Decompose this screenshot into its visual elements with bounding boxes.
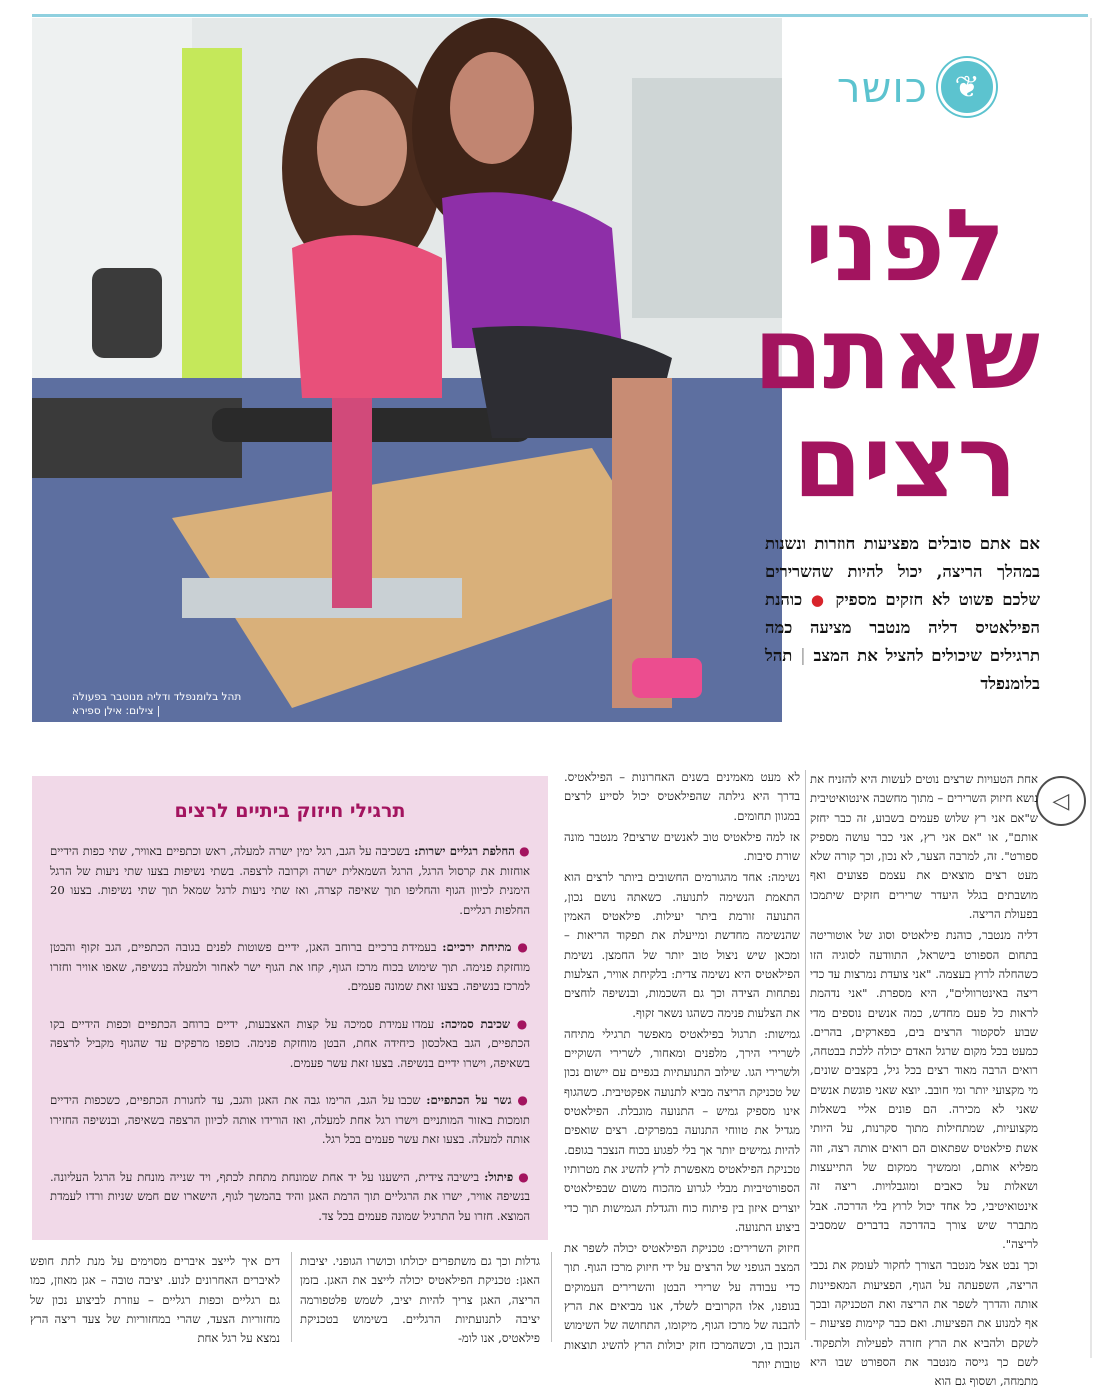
headline — [753, 187, 1040, 520]
article-column-3 — [300, 1252, 540, 1344]
bullet-icon: ● — [511, 1093, 530, 1107]
section-label: כושר — [836, 62, 928, 112]
sidebar-title: תרגילי חיזוק ביתיים לרצים — [174, 800, 406, 822]
photo-illustration — [32, 18, 782, 722]
column-divider — [551, 1252, 552, 1342]
exercise-text: עמדו עמידת סמיכה על קצות האצבעות, ידיים ברוחב הכתפיים וכפות הידיים בקו הכתפיים, הגב באלכסון כיחידה אחת, הבטן מוחזקת פנימה. כופפו מרפקים עד שהגוף מקביל לרצפה בשאיפה, וישרו ידיים בנשיפה. בצעו זאת עשר פעמים. — [50, 1016, 530, 1070]
col1-paragraph: דליה מנטבר, כוהנת פילאטיס וסוג של אוטוריטה בתחום הספורט בישראל, התוודעה לסוגיה הזו כשהחלה לרוץ בעצמה. "אני צועדת נמרצות עד כדי ריצה באינטרוולים", היא מספרת. "אני נדהמת לראות כל פעם מחדש, כמה אנשים נוספים מדי שבוע לסקטור הרצים בים, בפארקים, בהרים. כמעט בכל מקום שרגל האדם יכולה ללכת בבטחה, רואים הרבה מאוד רצים בכל גיל, בקצבים שונים, מי מקצועי יותר ומי חובב. יוצא שאני פוגשת אנשים שאני לא מכירה. הם פונים אליי בשאלות מקצועיות, שמתחילות מתוך סקרנות, על היותי אשת פילאטיס שפתאום הם רואים אותה רצה, וזה מפליא אותם, וממשיך ממקום של התייעצות ושאלות על כאבים ומוגבלויות. ריצה זה אינטואיטיבי, כל אחד יכול לרוץ בלי הדרכה. אבל מתברר שיש צורך בהדרכה בדברים שמסביב לריצה". — [810, 928, 1038, 1252]
exercise-item — [50, 1168, 530, 1227]
exercises-sidebar — [32, 776, 548, 1240]
exercise-text: בישיבה צידית, הישענו על יד אחת שמונחת מתחת לכתף, ויד שנייה מונחת על הרגל העליונה. בנשיפה אוויר, ישרו את הרגליים תוך הרמת האגן והיד בהמשך לגוף, הישארו שם חמש שניות ורדו לעמדת המוצא. חזרו על התרגיל שמונה פעמים בכל צד. — [50, 1169, 530, 1223]
photo-caption — [72, 690, 241, 718]
bullet-icon: ● — [511, 940, 530, 954]
lead-text-2: כוהנת הפילאטיס דליה מנטבר מציעה כמה תרגילים שיכולים להציל את המצב — [765, 590, 1041, 665]
exercise-term: שכיבת סמיכה: — [440, 1016, 511, 1031]
article-photo — [32, 18, 782, 722]
photo-caption-line1: תהל בלומנפלד ודליה מנוטבר בפעולה — [72, 691, 242, 703]
exercise-text: שכבו על הגב, הרימו גבה את האגן והגב, עד לחגורת הכתפיים, כשכפות הידיים תומכות באזור המותניים וישרו רגל אחת למעלה, ואז הורידו אותה לכיוון הרצפה בשאיפה, ובנשיפה החזירו אותה למעלה. בצעו זאת עשר פעמים בכל רגל. — [50, 1093, 530, 1146]
red-dot-icon: ● — [810, 591, 827, 609]
article-column-2 — [564, 768, 800, 1371]
exercise-text: בשכיבה על הגב, רגל ימין ישרה למעלה, ראש וכתפיים באוויר, שתי כפות הידיים אוחזות את קרסול הרגל, הרגל השמאלית ישרה וקרובה לרצפה. בשתי נשיפות בצעו שתי ניעות של הרגל הימנית לכיוון הגוף והחליפו תוך שאיפה קצרה, ואז שתי ניעות לרגל שמאל תוך שתי נשיפות. בצעו 20 החלפות רגליים. — [50, 844, 530, 917]
col1-paragraph: אחת הטעויות שרצים נוטים לעשות היא להזניח את נושא חיזוק השרירים – מתוך מחשבה אינטואיטיבית ש"אם אני רץ שלוש פעמים בשבוע, זה כבר יחזק אותם", או "אם אני רץ, אני כבר עושה מספיק ספורט". זה, למרבה הצער, לא נכון, וכך קורה שלא מעט רצים מוצאים את עצמם פצועים ואף מושבתים בגלל היעדר שרירים חזקים שיתמכו בפעולת הריצה. — [810, 772, 1038, 922]
col3-paragraph: גדלות וכך גם משתפרים יכולתו וכושרו הגופני. יציבות האגן: טכניקת הפילאטיס יכולה לייצב את האגן. בזמן הריצה, האגן צריך להיות יציב, לשמש פלטפורמה יציבה לתנועתיות הרגליים. בשימוש בטכניקת פילאטיס, אנו לומ- — [300, 1254, 540, 1346]
article-column-4 — [30, 1252, 280, 1344]
exercise-text: בעמידת ברכיים ברוחב האגן, ידיים פשוטות לפנים בגובה הכתפיים, הגב זקוף והבטן מוחזקת פנימה. תוך שימוש בכוח מרכז הגוף, קחו את הגוף ישר לאחור ולמעלה בנשיפה, שאפו אוויר וחזרו למרכז בנשיפה. בצעו זאת שמונה פעמים. — [50, 940, 530, 993]
top-rule — [32, 14, 1088, 17]
col4-paragraph: דים איך לייצב איברים מסוימים על מנת לתת חופש לאיברים האחרונים לנוע. יציבה טובה – אגן מאוזן, כמו גם רגליים וכפות רגליים – עוזרת לביצוע נכון של מחזוריות הצעד, שהרי במחזוריות של צעד ריצה הרץ נמצא על רגל אחת — [30, 1254, 280, 1346]
previous-page-arrow-icon[interactable]: ◁ — [1036, 776, 1086, 826]
lead-paragraph — [765, 530, 1040, 698]
bullet-icon: ● — [514, 844, 530, 858]
article-column-1 — [810, 770, 1038, 1389]
leaf-swirl-icon: ❦ — [938, 58, 996, 116]
column-divider — [291, 1252, 292, 1342]
exercise-item — [50, 842, 530, 920]
column-divider — [805, 770, 806, 1340]
page-edge-rule — [1090, 18, 1092, 1358]
exercise-term: פיתול: — [484, 1169, 514, 1184]
byline-author: תהל בלומנפלד — [765, 646, 1040, 693]
bullet-icon: ● — [513, 1169, 530, 1184]
headline-line2: שאתם — [753, 295, 1040, 412]
exercise-item — [50, 938, 530, 997]
col2-paragraph: לא מעט מאמינים בשנים האחרונות – הפילאטיס. בדרך היא גילתה שהפילאטיס יכול לסייע לרצים במגוון תחומים. — [564, 770, 800, 823]
bullet-icon: ● — [510, 1016, 531, 1031]
exercise-term: החלפת רגליים ישרות: — [414, 844, 515, 858]
headline-line1: לפני — [804, 187, 1006, 304]
col2-paragraph: גמישות: תרגול בפילאטיס מאפשר תרגילי מתיחה לשרירי הירך, מלפנים ומאחור, לשרירי השוקיים ולשרירי הגו. שילוב התנועתיות בגפיים עם יישום נכון של טכניקת הריצה מביא לתנועה אפקטיבית. כשהגוף אינו מספיק גמיש – התנועה מוגבלת. הפילאטיס מגדיל את טווחי התנועה במפרקים. רצים שואפים להיות גמישים יותר אך בלי לפגוע בכוח הנצבר בגופם. טכניקת הפילאטיס מאפשרת לרץ להשיג את מטרותיו הספורטיביות מבלי לגרוע מהכוח משום שבפילאטיס יוצרים איזון בין פיתוח כוח והגדלת הגמישות תוך כדי ביצוע התנועה. — [564, 1026, 800, 1234]
exercise-item — [50, 1091, 530, 1150]
col2-paragraph: נשימה: אחד מהגורמים החשובים ביותר לרצים הוא התאמת הנשימה לתנועה. כשאתה נושם נכון, התנועה זורמת ביתר יעילות. פילאטיס האמין שהנשימה מחדשת ומייעלת את תפקוד הריאות – ומכאן שיש ניצול טוב יותר של החמצן. נשימת הפילאטיס היא נשימה צדית: בלקיחת אוויר, הצלעות נפתחות הצידה וכך גם השכמות, ובנשיפה לוחצים את הצלעות פנימה כשהגו נשאר זקוף. — [564, 870, 800, 1020]
col2-paragraph: חיזוק השרירים: טכניקת הפילאטיס יכולה לשפר את המצב הגופני של הרצים על ידי חיזוק מרכז הגוף. תוך כדי עבודה על שרירי הבטן והשרירים העמוקים בגופנו, אלו הקרובים לשלד, אנו מביאים את הרץ להבנה של מרכז הגוף, מיקומו, התחושה של השימוש הנכון בו, וכשהמרכז חזק יכולות הרץ להשיג תוצאות טובות יותר — [564, 1241, 800, 1371]
col1-paragraph: וכך נבט אצל מנטבר הצורך לחקור לעומק את נכבי הריצה, השפעתה על הגוף, הפציעות המאפיינות אותה והדרך לשפר את הריצה ואת הטכניקה ובכך אף למנוע את הפציעות. ואם כבר קיימות פציעות – לשקם ולהביא את הרץ חזרה לפעילות ולתפקוד. לשם כך גייסה מנטבר את הספורט שבו היא מתמחה, ושסוף גם הוא — [810, 1258, 1038, 1389]
photo-caption-credit: | צילום: אילן ספירא — [72, 705, 161, 717]
exercise-item — [50, 1015, 530, 1074]
lead-text-1: אם אתם סובלים מפציעות חוזרות ונשנות במהלך הריצה, יכול להיות שהשרירים שלכם פשוט לא חזקים מספיק — [765, 534, 1041, 609]
col2-paragraph: אז למה פילאטיס טוב לאנשים שרצים? מנטבר מונה שורת סיבות. — [564, 829, 800, 864]
byline-separator: | — [800, 646, 806, 665]
exercise-term: גשר על הכתפיים: — [426, 1093, 512, 1107]
headline-line3: רצים — [792, 403, 1018, 520]
section-badge — [837, 58, 996, 116]
exercise-term: מתיחת ירכיים: — [442, 940, 512, 954]
